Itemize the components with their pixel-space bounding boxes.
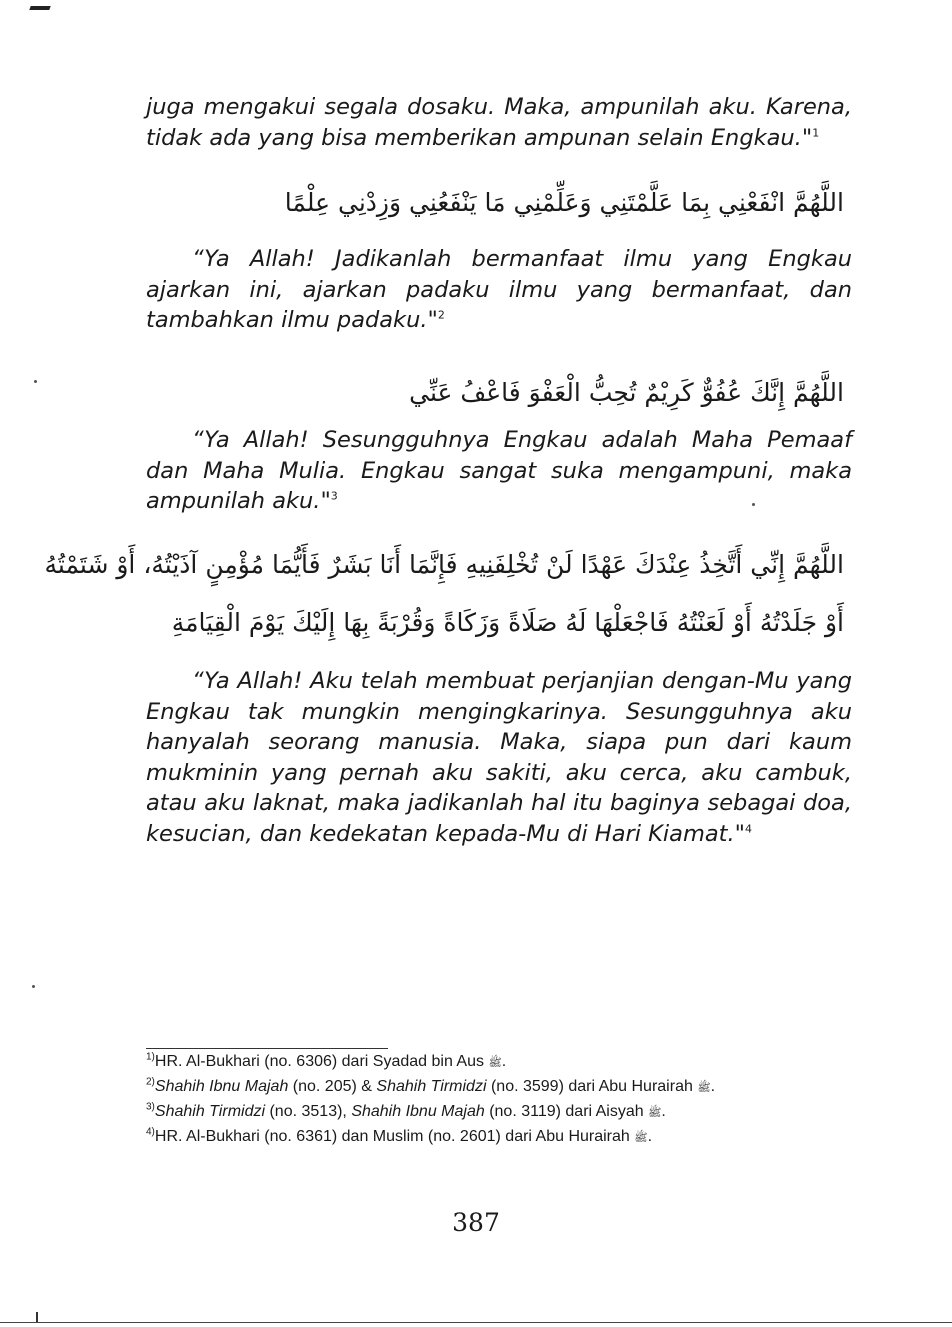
- arabic-dua-3-line-2: أَوْ جَلَدْتُهُ أَوْ لَعَنْتُهُ فَاجْعَلْهَا لَهُ صَلَاةً وَزَكَاةً وَقُرْبَةً بِهَا إِلَيْكَ يَوْمَ الْقِيَامَةِ: [171, 608, 844, 637]
- scan-speck: [752, 503, 755, 506]
- footnote-3: $^{3)}$Shahih Tirmidzi (no. 3513), Shahih Ibnu Majah (no. 3119) dari Aisyah ﷺ.: [146, 1101, 666, 1120]
- arabic-dua-2: اللَّهُمَّ إِنَّكَ عُفُوٌّ كَرِيْمٌ تُحِبُّ الْعَفْوَ فَاعْفُ عَنِّي: [409, 378, 844, 407]
- honorific-icon: ﷺ: [488, 1057, 502, 1069]
- honorific-icon: ﷺ: [697, 1082, 711, 1094]
- footnote-rule: [146, 1048, 388, 1049]
- footnote-2: $^{2)}$Shahih Ibnu Majah (no. 205) & Shahih Tirmidzi (no. 3599) dari Abu Hurairah ﷺ.: [146, 1076, 716, 1095]
- scan-speck: [32, 985, 35, 988]
- page-edge-line: [0, 1322, 952, 1323]
- honorific-icon: ﷺ: [634, 1132, 648, 1144]
- page-number: 387: [452, 1208, 500, 1237]
- paragraph-3: “Ya Allah! Sesungguhnya Engkau adalah Maha Pemaaf dan Maha Mulia. Engkau sangat suka mengampuni, maka ampunilah aku."$^3$: [146, 427, 852, 514]
- footnote-4: $^{4)}$HR. Al-Bukhari (no. 6361) dan Muslim (no. 2601) dari Abu Hurairah ﷺ.: [146, 1126, 653, 1145]
- scan-speck: [34, 380, 37, 383]
- paragraph-1: juga mengakui segala dosaku. Maka, ampunilah aku. Karena, tidak ada yang bisa memberikan ampunan selain Engkau."$^1$: [146, 94, 852, 151]
- arabic-dua-1: اللَّهُمَّ انْفَعْنِي بِمَا عَلَّمْتَنِي وَعَلِّمْنِي مَا يَنْفَعُنِي وَزِدْنِي عِلْمًا: [284, 188, 844, 217]
- arabic-dua-3-line-1: اللَّهُمَّ إِنِّي أَتَّخِذُ عِنْدَكَ عَهْدًا لَنْ تُخْلِفَنِيهِ فَإِنَّمَا أَنَا بَشَرٌ فَأَيُّمَا مُؤْمِنٍ آذَيْتُهُ، أَوْ شَتَمْتُهُ: [44, 550, 844, 579]
- corner-mark: [29, 6, 50, 10]
- honorific-icon: ﷺ: [648, 1107, 662, 1119]
- paragraph-4: “Ya Allah! Aku telah membuat perjanjian dengan-Mu yang Engkau tak mungkin mengingkarinya. Sesungguhnya aku hanyalah seorang manusia. Maka, siapa pun dari kaum mukminin yang pernah aku sakiti, aku cerca, aku cambuk, atau aku laknat, maka jadikanlah hal itu baginya sebagai doa, kesucian, dan kedekatan kepada-Mu di Hari Kiamat."$^4$: [146, 668, 852, 847]
- footnote-1: $^{1)}$HR. Al-Bukhari (no. 6306) dari Syadad bin Aus ﷺ.: [146, 1051, 507, 1070]
- paragraph-2: “Ya Allah! Jadikanlah bermanfaat ilmu yang Engkau ajarkan ini, ajarkan padaku ilmu yang bermanfaat, dan tambahkan ilmu padaku."$^2$: [146, 246, 852, 333]
- footnotes: [146, 1050, 715, 1150]
